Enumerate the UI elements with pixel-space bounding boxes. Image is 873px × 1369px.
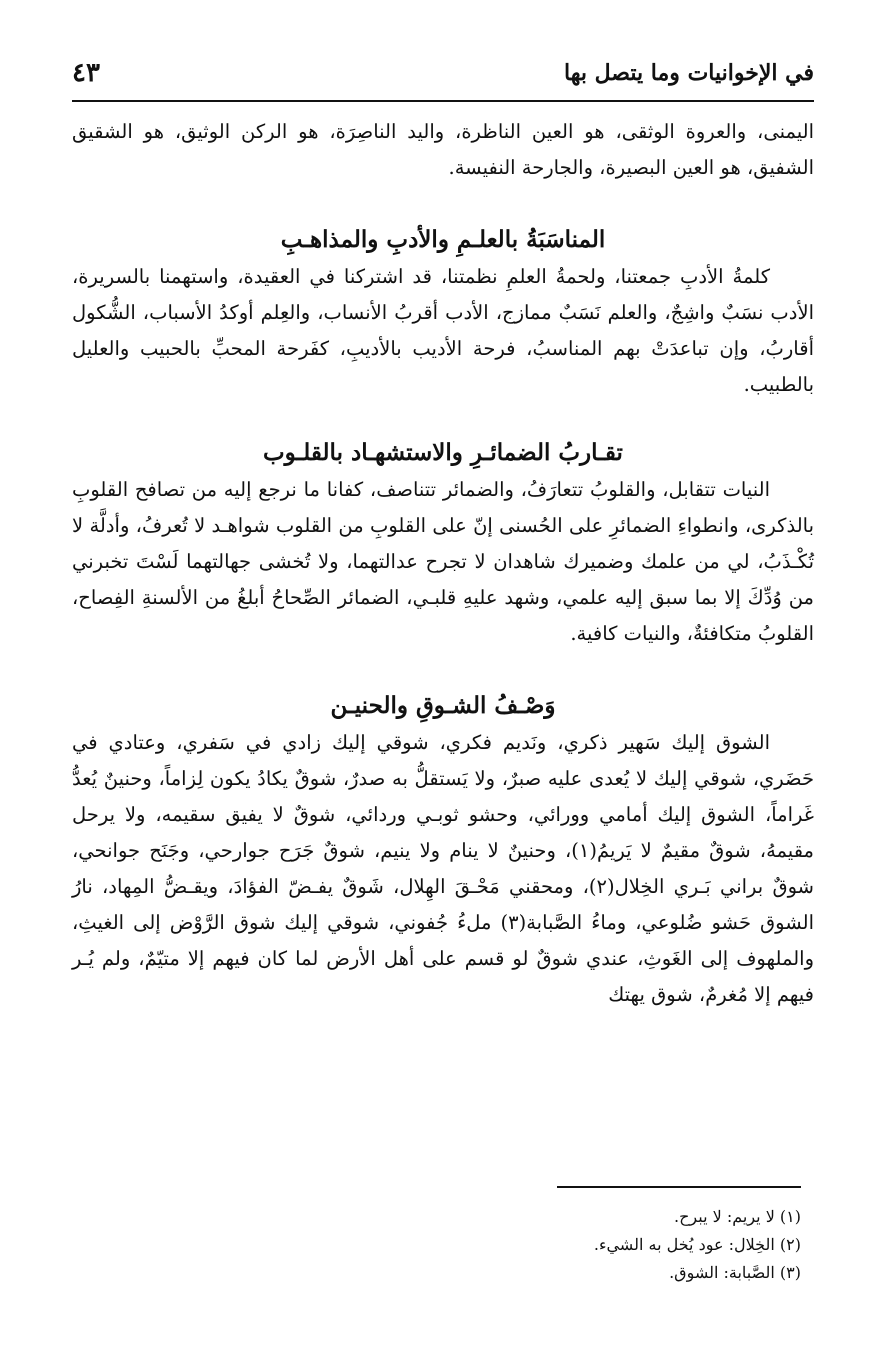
page-header bbox=[72, 58, 814, 102]
footnotes bbox=[201, 1203, 801, 1287]
section-title-longing: وَصْـفُ الشـوقِ والحنيـن bbox=[330, 692, 556, 719]
intro-paragraph: اليمنى، والعروة الوثقى، هو العين الناظرة، واليد الناصِرَة، هو الركن الوثيق، هو الشقيق الشفيق، هو العين البصيرة، والجارحة النفيسة. bbox=[72, 120, 814, 179]
page-content bbox=[72, 114, 814, 1013]
footnote-2: (٢) الخِلال: عود يُخل به الشيء. bbox=[593, 1235, 801, 1254]
section-paragraph-longing: الشوق إليك سَهير ذكري، ونَديم فكري، شوقي إليك زادي في سَفري، وعتادي في حَضَري، شوقي إليك لا يُعدى عليه صبرٌ، ولا يَستقلُّ به صدرٌ، شوقٌ يكادُ يكون لِزاماً، وحنينٌ يُعدُّ غَراماً، الشوق إليك أمامي وورائي، وحشو ثوبـي وردائي، شوقٌ لا يفيق سقيمه، ولا يرحل مقيمهُ، شوقٌ مقيمٌ لا يَريمُ(١)، وحنينٌ لا ينام ولا ينيم، شوقٌ جَرَح جوارحي، وجَنَح جوانحي، شوقٌ براني بَـري الخِلال(٢)، ومحقني مَحْـقَ الهِلال، شَوقٌ يفـضّ الفؤادَ، ويقـضُّ المِهاد، نارُ الشوق حَشو ضُلوعي، وماءُ الصَّبابة(٣) ملءُ جُفوني، شوقي إليك شوق الرَّوْض إلى الغيثِ، والملهوف إلى الغَوثِ، عندي شوقٌ لو قسم على أهل الأرض لما كان فيهم إلا متيّمٌ، ولم يُـر فيهم إلا مُغرمٌ، شوق يهتك bbox=[72, 731, 815, 1006]
section-paragraph-hearts: النيات تتقابل، والقلوبُ تتعارَفُ، والضمائر تتناصف، كفانا ما نرجع إليه من تصافح القلوبِ بالذكرى، وانطواءِ الضمائرِ على الحُسنى إنّ على القلوبِ من القلوب شواهـد لا تُعرفُ، وأدلَّة لا تُكْـذَبُ، لي من علمك وضميرك شاهدان لا تجرح عدالتهما، ولا تُخشى جهالتهما لَسْتَ تخبرني من وُدِّكَ إلا بما سبق إليه علمي، وشهد عليهِ قلبـي، الضمائر الصِّحاحُ أبلغُ من الألسنةِ الفِصاح، القلوبُ متكافئةٌ، والنيات كافية. bbox=[72, 478, 814, 645]
section-title-hearts: تقـاربُ الضمائـرِ والاستشهـاد بالقلـوب bbox=[263, 439, 623, 466]
page-number: ٤٣ bbox=[72, 58, 100, 88]
footnote-1: (١) لا يريم: لا يبرح. bbox=[674, 1207, 801, 1226]
running-title: في الإخوانيات وما يتصل بها bbox=[564, 60, 814, 86]
section-title-affinity: المناسَبَةُ بالعلـمِ والأدبِ والمذاهـبِ bbox=[280, 226, 606, 253]
footnote-divider bbox=[557, 1186, 801, 1188]
section-paragraph-affinity: كلمةُ الأدبِ جمعتنا، ولحمةُ العلمِ نظمتنا، قد اشتركنا في العقيدة، واستهمنا بالسريرة، الأدب نسَبٌ واشِجٌ، والعلم نَسَبٌ ممازج، الأدب أقربُ الأنساب، والعِلم أوكدُ الأسباب، الشُّكول أقاربُ، وإن تباعدَتْ بهم المناسبُ، فرحة الأديب بالأديبِ، كفَرحة المحبِّ بالحبيب والعليل بالطبيب. bbox=[72, 265, 814, 396]
footnote-3: (٣) الصَّبابة: الشوق. bbox=[669, 1263, 801, 1282]
